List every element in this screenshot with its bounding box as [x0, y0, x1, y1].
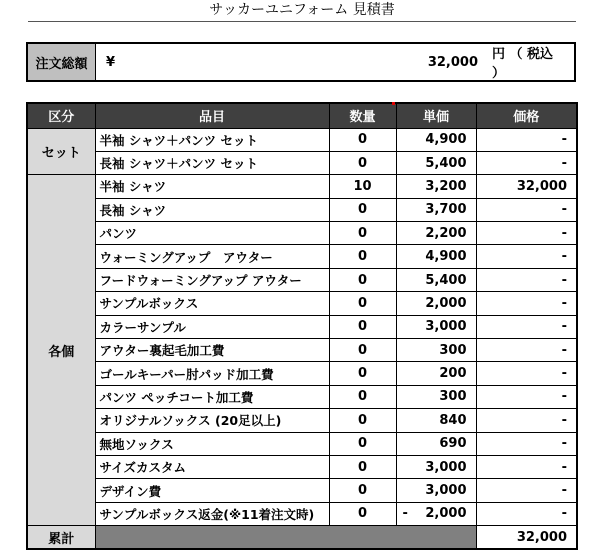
header-item: 品目	[95, 103, 329, 128]
unit-price-cell	[396, 502, 476, 525]
order-total-unit: 円 （ 税込 ）	[492, 47, 554, 81]
unit-price-cell	[396, 362, 476, 385]
quantity-cell[interactable]: 0	[329, 385, 396, 408]
summary-blank-cell	[95, 526, 476, 549]
item-name-cell: カラーサンプル	[95, 315, 329, 338]
price-cell: -	[476, 362, 577, 385]
item-name-cell: パンツ ぺッチコート加工費	[95, 385, 329, 408]
unit-price-value: 4,900	[425, 132, 467, 148]
quantity-cell[interactable]: 0	[329, 222, 396, 245]
title-underline	[28, 21, 576, 22]
price-cell: -	[476, 268, 577, 291]
item-name-cell: 無地ソックス	[95, 432, 329, 455]
unit-price-cell	[396, 339, 476, 362]
table-row	[27, 128, 577, 151]
unit-price-cell	[396, 245, 476, 268]
table-row	[27, 222, 577, 245]
price-cell: -	[476, 222, 577, 245]
header-category: 区分	[27, 103, 95, 128]
price-cell: -	[476, 479, 577, 502]
item-name-cell: パンツ	[95, 222, 329, 245]
table-row	[27, 455, 577, 478]
estimate-table	[26, 102, 578, 550]
quantity-cell[interactable]: 0	[329, 198, 396, 221]
table-row	[27, 432, 577, 455]
header-price: 価格	[476, 103, 577, 128]
price-cell: -	[476, 151, 577, 174]
summary-amount: 32,000	[476, 526, 577, 549]
item-name-cell: 長袖 シャツ	[95, 198, 329, 221]
item-name-cell: サイズカスタム	[95, 455, 329, 478]
table-row	[27, 339, 577, 362]
price-cell: -	[476, 128, 577, 151]
unit-price-cell	[396, 198, 476, 221]
table-row	[27, 245, 577, 268]
item-name-cell: 半袖 シャツ＋パンツ セット	[95, 128, 329, 151]
price-cell: -	[476, 245, 577, 268]
quantity-cell[interactable]: 0	[329, 292, 396, 315]
table-row	[27, 292, 577, 315]
table-row	[27, 362, 577, 385]
item-name-cell: フードウォーミングアップ アウター	[95, 268, 329, 291]
unit-price-value: 840	[439, 412, 467, 428]
price-cell: -	[476, 432, 577, 455]
quantity-cell[interactable]: 0	[329, 409, 396, 432]
table-row	[27, 502, 577, 525]
unit-price-cell	[396, 222, 476, 245]
summary-label: 累計	[27, 526, 95, 549]
unit-price-cell	[396, 175, 476, 198]
header-unit-price: 単価	[396, 103, 476, 128]
quantity-cell[interactable]: 0	[329, 128, 396, 151]
unit-price-value: 3,700	[425, 202, 467, 218]
unit-price-value: 3,000	[425, 459, 467, 475]
item-name-cell: アウター裏起毛加工費	[95, 339, 329, 362]
quantity-cell[interactable]: 0	[329, 339, 396, 362]
unit-price-value: 3,200	[425, 178, 467, 194]
order-total-label: 注文総額	[28, 44, 96, 80]
quantity-cell[interactable]: 0	[329, 151, 396, 174]
unit-price-cell	[396, 455, 476, 478]
price-cell: -	[476, 455, 577, 478]
price-cell: -	[476, 385, 577, 408]
unit-price-value: 5,400	[425, 155, 467, 171]
cell-comment-marker	[392, 102, 395, 105]
price-cell: -	[476, 292, 577, 315]
unit-price-cell	[396, 479, 476, 502]
order-total-value	[96, 44, 574, 80]
unit-price-value: 200	[439, 366, 467, 382]
quantity-cell[interactable]: 0	[329, 502, 396, 525]
unit-price-value: 4,900	[425, 249, 467, 265]
table-row	[27, 479, 577, 502]
unit-price-value: 3,000	[425, 483, 467, 499]
quantity-cell[interactable]: 0	[329, 245, 396, 268]
item-name-cell: オリジナルソックス (20足以上)	[95, 409, 329, 432]
price-cell: -	[476, 409, 577, 432]
unit-price-value: 2,200	[425, 225, 467, 241]
order-total-amount: 32,000	[427, 54, 478, 70]
table-row	[27, 268, 577, 291]
unit-price-cell	[396, 432, 476, 455]
unit-price-cell	[396, 128, 476, 151]
item-name-cell: 半袖 シャツ	[95, 175, 329, 198]
table-row	[27, 385, 577, 408]
unit-price-cell	[396, 151, 476, 174]
item-name-cell: ゴールキーパー肘パッド加工費	[95, 362, 329, 385]
table-header-row	[27, 103, 577, 128]
summary-row	[27, 526, 577, 549]
category-cell: セット	[27, 128, 95, 175]
unit-price-cell	[396, 385, 476, 408]
quantity-cell[interactable]: 0	[329, 455, 396, 478]
unit-price-value: 690	[439, 436, 467, 452]
unit-price-value: 2,000	[425, 506, 467, 522]
unit-price-value: 300	[439, 342, 467, 358]
quantity-cell[interactable]: 10	[329, 175, 396, 198]
document-title: サッカーユニフォーム 見積書	[209, 2, 395, 18]
table-row	[27, 175, 577, 198]
price-sign: -	[402, 506, 408, 522]
price-cell: -	[476, 502, 577, 525]
unit-price-cell	[396, 315, 476, 338]
unit-price-value: 3,000	[425, 319, 467, 335]
unit-price-cell	[396, 268, 476, 291]
unit-price-value: 2,000	[425, 295, 467, 311]
table-row	[27, 315, 577, 338]
quantity-cell[interactable]: 0	[329, 432, 396, 455]
quantity-cell[interactable]: 0	[329, 315, 396, 338]
unit-price-cell	[396, 292, 476, 315]
table-row	[27, 198, 577, 221]
item-name-cell: デザイン費	[95, 479, 329, 502]
unit-price-value: 300	[439, 389, 467, 405]
table-row	[27, 409, 577, 432]
unit-price-value: 5,400	[425, 272, 467, 288]
order-total-box	[26, 42, 576, 82]
price-cell: -	[476, 198, 577, 221]
price-cell: -	[476, 315, 577, 338]
price-cell: -	[476, 339, 577, 362]
item-name-cell: 長袖 シャツ＋パンツ セット	[95, 151, 329, 174]
quantity-cell[interactable]: 0	[329, 362, 396, 385]
item-name-cell: サンプルボックス	[95, 292, 329, 315]
quantity-cell[interactable]: 0	[329, 268, 396, 291]
category-cell: 各個	[27, 175, 95, 526]
header-quantity: 数量	[329, 103, 396, 128]
table-row	[27, 151, 577, 174]
currency-symbol: ¥	[106, 54, 116, 70]
quantity-cell[interactable]: 0	[329, 479, 396, 502]
price-cell: 32,000	[476, 175, 577, 198]
item-name-cell: サンプルボックス返金(※11着注文時)	[95, 502, 329, 525]
item-name-cell: ウォーミングアップ アウター	[95, 245, 329, 268]
unit-price-cell	[396, 409, 476, 432]
